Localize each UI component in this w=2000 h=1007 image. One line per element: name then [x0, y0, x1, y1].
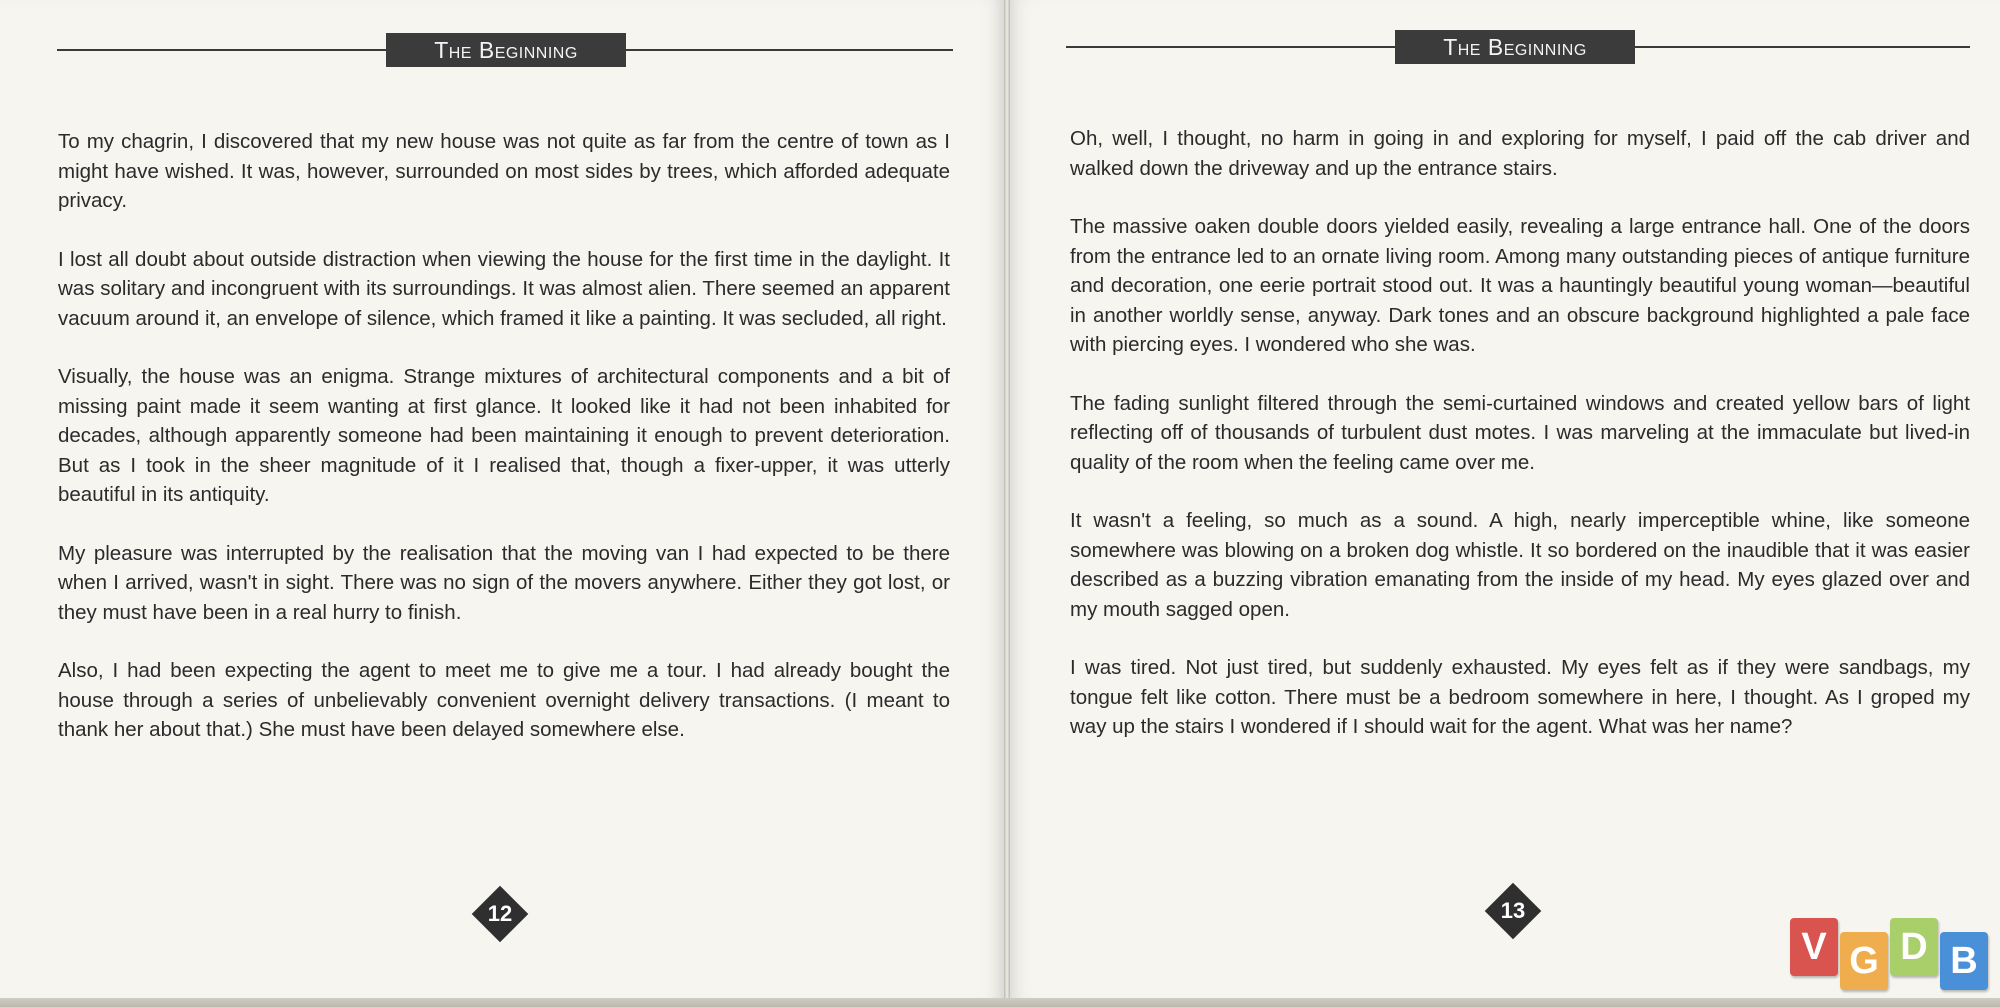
paragraph: Also, I had been expecting the agent to meet me to give me a tour. I had already bought the house through a series of unbelievably convenient overnight delivery transactions. (I meant to thank her about that.) She must have been delayed somewhere else.	[58, 659, 950, 741]
page-bottom-edge	[0, 998, 2000, 1007]
chapter-header: The Beginning	[1395, 30, 1635, 64]
logo-tile-b: B	[1940, 932, 1988, 990]
paragraph: The fading sunlight filtered through the semi-curtained windows and created yellow bars of light reflecting off of thousands of turbulent dust motes. I was marveling at the immaculate but lived-in quality of the room when the feeling came over me.	[1070, 391, 1970, 474]
paragraph: Oh, well, I thought, no harm in going in and exploring for myself, I paid off the cab driver and walked down the driveway and up the entrance stairs.	[1070, 127, 1970, 180]
left-page-text	[58, 127, 950, 774]
right-page-text	[1070, 124, 1970, 771]
logo-tile-d: D	[1890, 918, 1938, 976]
book-spine	[1004, 0, 1010, 1007]
chapter-header: The Beginning	[386, 33, 626, 67]
paragraph: My pleasure was interrupted by the realisation that the moving van I had expected to be there when I arrived, wasn't in sight. There was no sign of the movers anywhere. Either they got lost, or they must have been in a real hurry to finish.	[58, 541, 950, 624]
paragraph: The massive oaken double doors yielded easily, revealing a large entrance hall. One of the doors from the entrance led to an ornate living room. Among many outstanding pieces of antique furniture and decoration, one eerie portrait stood out. It was a hauntingly beautiful young woman—beautiful in another worldly sense, anyway. Dark tones and an obscure background highlighted a pale face with piercing eyes. I wondered who she was.	[1070, 215, 1970, 356]
logo-tile-g: G	[1840, 932, 1888, 990]
paragraph: To my chagrin, I discovered that my new house was not quite as far from the centre of town as I might have wished. It was, however, surrounded on most sides by trees, which afforded adequate privacy.	[58, 130, 950, 212]
paragraph: I was tired. Not just tired, but suddenly exhausted. My eyes felt as if they were sandbags, my tongue felt like cotton. There must be a bedroom somewhere in here, I thought. As I groped my way up the stairs I wondered if I should wait for the agent. What was her name?	[1070, 656, 1970, 738]
paragraph: I lost all doubt about outside distraction when viewing the house for the first time in the daylight. It was solitary and incongruent with its surroundings. It was almost alien. There seemed an apparent vacuum around it, an envelope of silence, which framed it like a painting. It was secluded, all right.	[58, 247, 950, 330]
page-number: 12	[487, 901, 513, 926]
page-number: 13	[1500, 898, 1526, 923]
vgdb-watermark-logo	[1790, 918, 1990, 996]
logo-tile-v: V	[1790, 918, 1838, 976]
paragraph: It wasn't a feeling, so much as a sound. A high, nearly imperceptible whine, like someone somewhere was blowing on a broken dog whistle. It so bordered on the inaudible that it was easier described as a buzzing vibration emanating from the inside of my head. My eyes glazed over and my mouth sagged open.	[1070, 509, 1970, 621]
page-number-badge	[1485, 883, 1541, 939]
page-number-badge	[472, 886, 528, 942]
right-page	[1008, 0, 2000, 1000]
paragraph: Visually, the house was an enigma. Strange mixtures of architectural components and a bit of missing paint made it seem wanting at first glance. It looked like it had not been inhabited for decades, although apparently someone had been maintaining it enough to prevent deterioration. But as I took in the sheer magnitude of it I realised that, though a fixer-upper, it was utterly beautiful in its antiquity.	[58, 365, 950, 506]
left-page	[0, 0, 1006, 1000]
